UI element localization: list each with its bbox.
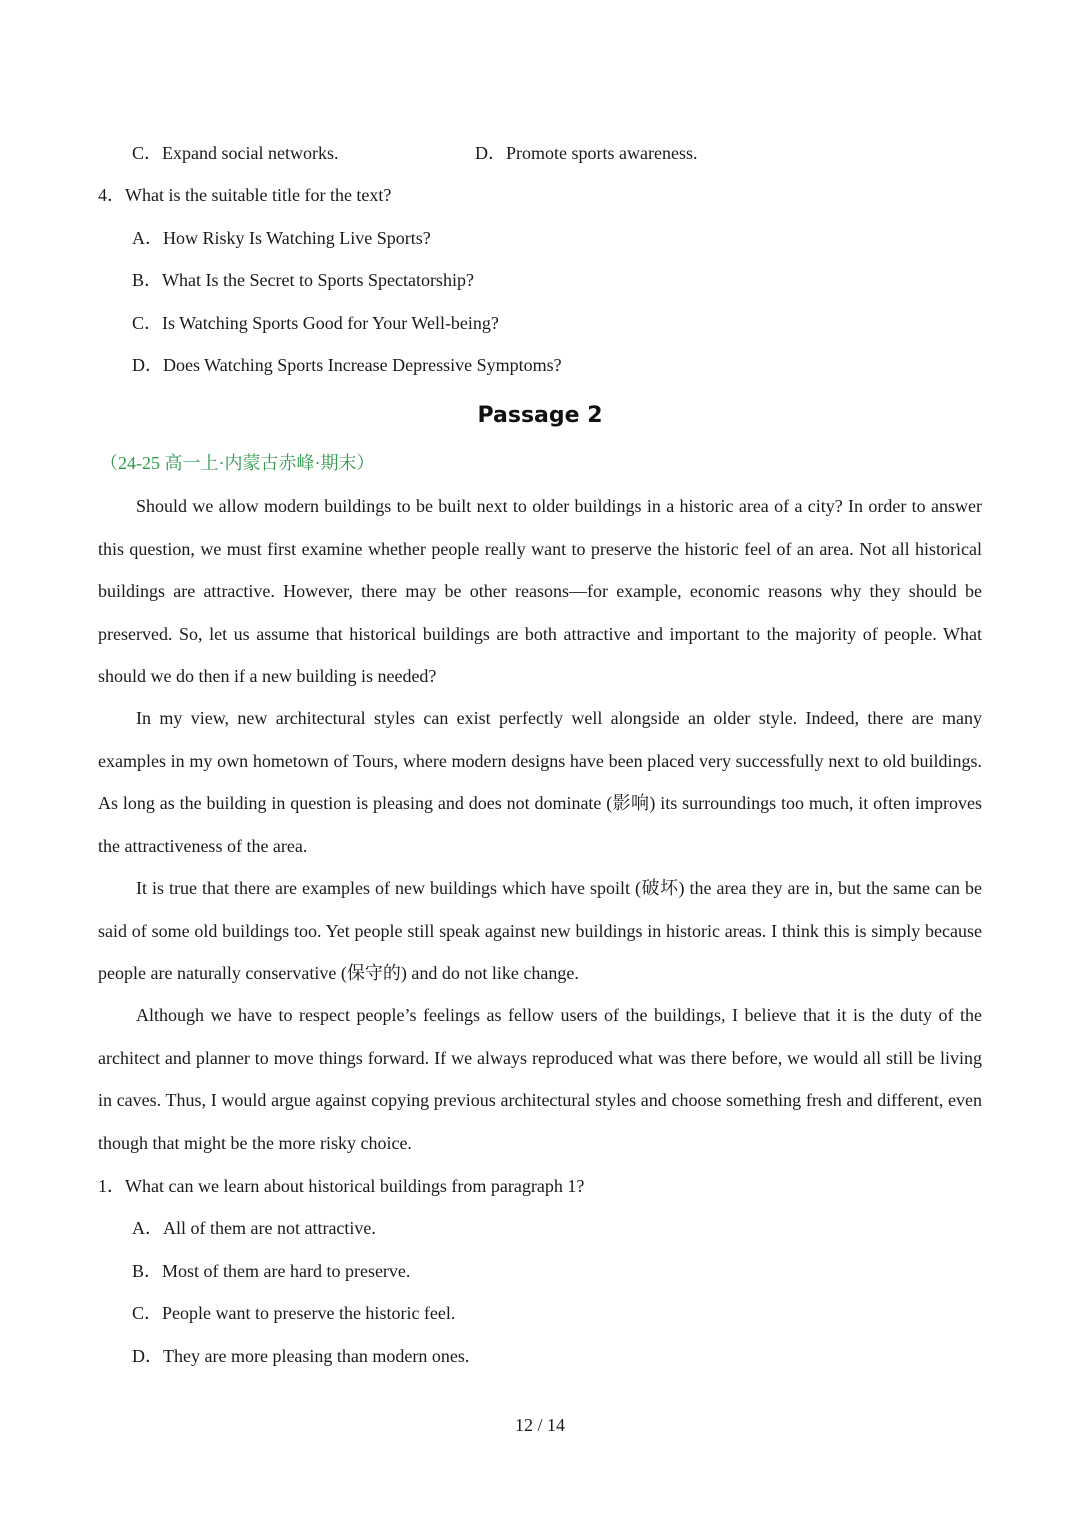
passage-source: （24-25 高一上·内蒙古赤峰·期末）	[100, 453, 375, 473]
q4-option-b: B．What Is the Secret to Sports Spectatorship?	[132, 270, 474, 290]
passage-title: Passage 2	[477, 403, 603, 428]
paragraph-2: In my view, new architectural styles can exist perfectly well alongside an older style. Indeed, there are many examples in my own hometown of Tours, where modern designs have been placed very successfully next to old buildings. As long as the building in question is pleasing and does not dominate (影响) its surroundings too much, it often improves the attractiveness of the area.	[98, 708, 982, 856]
q4-option-a: A．How Risky Is Watching Live Sports?	[132, 228, 431, 248]
q1-stem: 1．What can we learn about historical buildings from paragraph 1?	[98, 1176, 585, 1196]
paragraph-1: Should we allow modern buildings to be built next to older buildings in a historic area of a city? In order to answer this question, we must first examine whether people really want to preserve the historic feel of an area. Not all historical buildings are attractive. However, there may be other reasons—for example, economic reasons why they should be preserved. So, let us assume that historical buildings are both attractive and important to the majority of people. What should we do then if a new building is needed?	[98, 496, 982, 686]
q4-option-c: C．Is Watching Sports Good for Your Well-being?	[132, 313, 499, 333]
paragraph-4: Although we have to respect people’s feelings as fellow users of the buildings, I believe that it is the duty of the architect and planner to move things forward. If we always reproduced what was there before, we would all still be living in caves. Thus, I would argue against copying previous architectural styles and choose something fresh and different, even though that might be the more risky choice.	[98, 1005, 982, 1153]
q4-option-d: D．Does Watching Sports Increase Depressive Symptoms?	[132, 355, 562, 375]
q1-option-d: D．They are more pleasing than modern ones.	[132, 1346, 470, 1366]
q3-option-d: D．Promote sports awareness.	[475, 143, 698, 163]
q3-option-c: C．Expand social networks.	[132, 143, 339, 163]
q1-option-c: C．People want to preserve the historic feel.	[132, 1303, 456, 1323]
q1-option-b: B．Most of them are hard to preserve.	[132, 1261, 411, 1281]
q1-option-a: A．All of them are not attractive.	[132, 1218, 376, 1238]
page-number: 12 / 14	[514, 1415, 565, 1435]
paragraph-3: It is true that there are examples of new buildings which have spoilt (破坏) the area they are in, but the same can be said of some old buildings too. Yet people still speak against new buildings in historic areas. I think this is simply because people are naturally conservative (保守的) and do not like change.	[98, 878, 982, 983]
q4-stem: 4．What is the suitable title for the text?	[98, 185, 392, 205]
